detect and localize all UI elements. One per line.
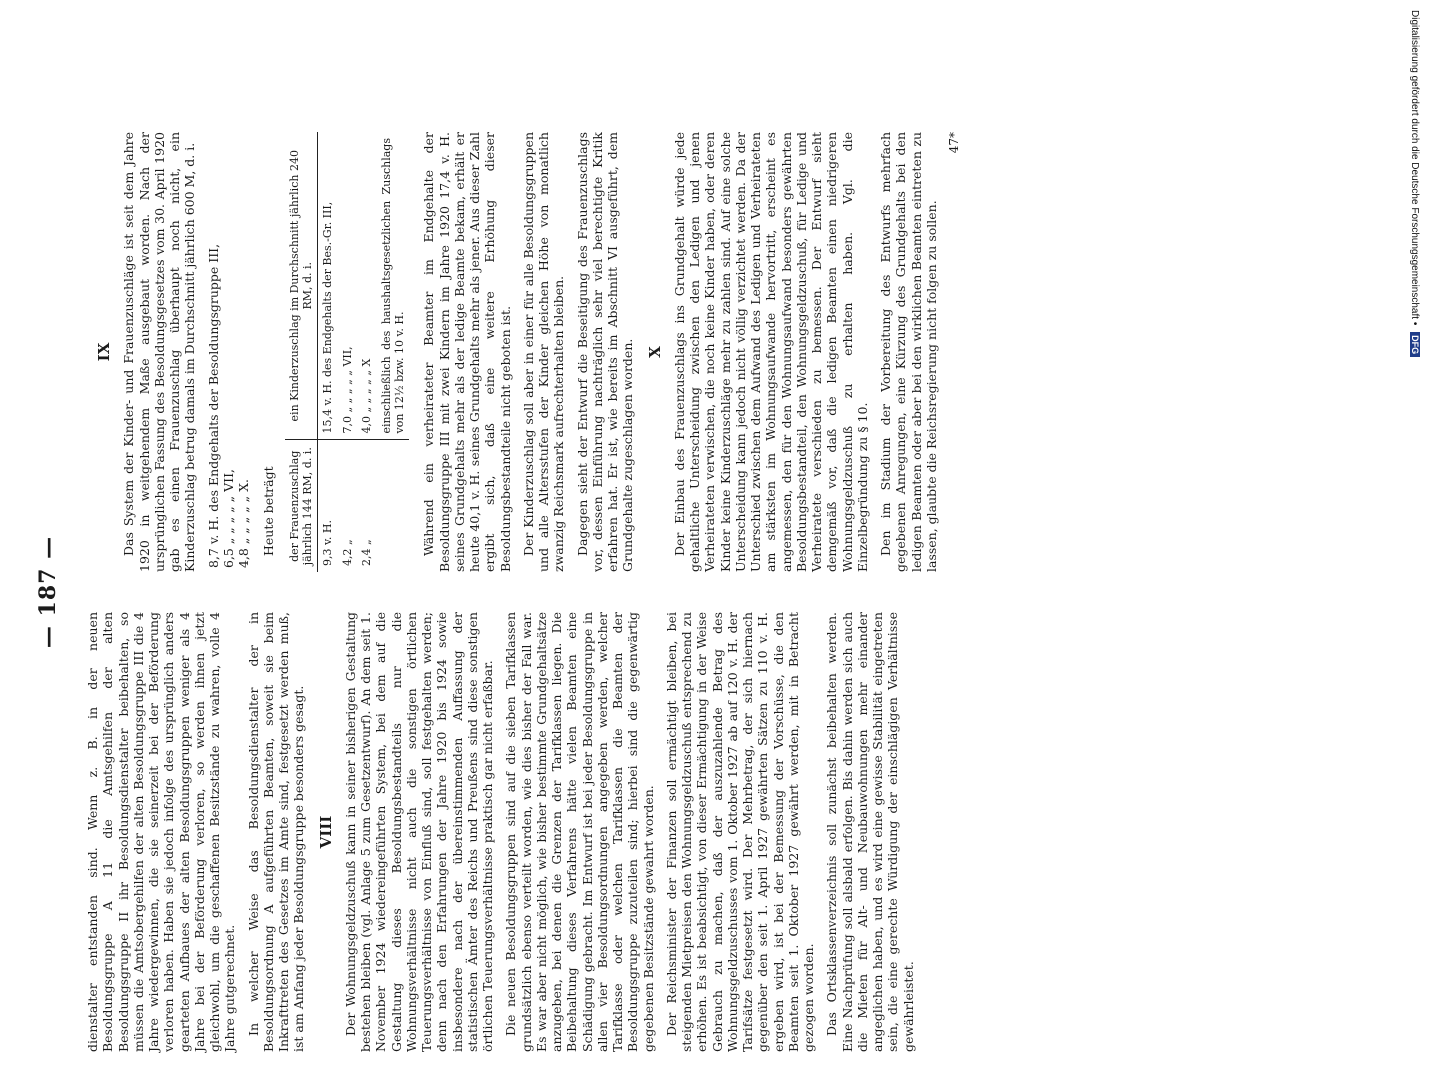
- table-cell: 9,3 v. H.: [318, 440, 338, 572]
- right-column: [85, 132, 962, 572]
- table-header-wife-allowance: der Frauenzuschlag jährlich 144 RM, d. i.: [285, 440, 318, 572]
- table-cell: 4,2 „: [338, 440, 357, 572]
- paragraph: Während ein verheirateter Beamter im Endgehalte der Besoldungsgruppe III mit zwei Kindern im Jahre 1920 17,4 v. H. seines Grundgehalts mehr als der ledige Beamte bekam, erhält er heute 40,1 v. H. seines Grundgehalts mehr als jener. Aus dieser Zahl ergibt sich, daß eine weitere Erhöhung dieser Besoldungsbestandteile nicht geboten ist.: [421, 132, 513, 572]
- table-cell: 15,4 v. H. des Endgehalts der Bes.-Gr. III,: [321, 201, 335, 434]
- paragraph: Den im Stadium der Vorbereitung des Entwurfs mehrfach gegebenen Anregungen, eine Kürzung des Grundgehalts bei den ledigen Beamten oder aber bei den wirklichen Beamten eintreten zu lassen, glaubte die Reichsregierung nicht folgen zu sollen.: [878, 132, 939, 572]
- table-row: [318, 132, 338, 572]
- signature-mark: 47*: [947, 132, 962, 154]
- dfg-logo: DFG: [1410, 332, 1420, 357]
- paragraph: Das Ortsklassenverzeichnis soll zunächst beibehalten werden. Eine Nachprüfung soll alsbald erfolgen. Bis dahin werden sich auch die Mieten für Alt- und Neubauwohnungen mehr einander angeglichen haben, und es wird eine gewisse Stabilität eingetreten sein, die eine gerechte Würdigung der einschlägigen Verhältnisse gewährleistet.: [824, 612, 916, 1052]
- list-item: 4,8 „ „ „ „ „ X.: [236, 479, 252, 568]
- left-column: [85, 612, 924, 1052]
- credit-text: Digitalisierung gefördert durch die Deutsche Forschungsgemeinschaft •: [1409, 10, 1420, 326]
- table-header-child-allowance: ein Kinderzuschlag im Durchschnitt jährlich 240 RM, d. i.: [285, 132, 318, 440]
- list-item: 8,7 v. H. des Endgehalts der Besoldungsgruppe III,: [205, 243, 221, 568]
- paragraph: Das System der Kinder- und Frauenzuschläge ist seit dem Jahre 1920 in weitgehendem Maße ausgebaut worden. Nach der ursprünglichen Fassung des Besoldungsgesetzes vom 30. April 1920 gab es einen Frauenzuschlag überhaupt noch nicht, ein Kinderzuschlag betrug damals im Durchschnitt jährlich 600 M, d. i.: [121, 132, 198, 572]
- paragraph: Der Kinderzuschlag soll aber in einer für alle Besoldungsgruppen und alle Altersstufen der Kinder gleichen Höhe von monatlich zwanzig Reichsmark aufrechterhalten bleiben.: [520, 132, 567, 572]
- digitization-credit: [1406, 10, 1420, 990]
- percentage-list: [206, 132, 252, 572]
- allowance-table: [285, 132, 410, 572]
- table-row: [377, 132, 410, 572]
- section-heading-x: X: [645, 346, 664, 358]
- paragraph: In welcher Weise das Besoldungsdienstalter der in Besoldungsordnung A aufgeführten Beamten, soweit sie beim Inkrafttreten des Gesetzes im Amte sind, festgesetzt werden muß, ist am Anfang jeder Besoldungsgruppe besonders gesagt.: [245, 612, 307, 1052]
- paragraph: Dagegen sieht der Entwurf die Beseitigung des Frauenzuschlags vor, dessen Einführung nachträglich sehr viel berechtigte Kritik erfahren hat. Er ist, wie bereits im Abschnitt VI ausgeführt, dem Grundgehalte zugeschlagen worden.: [574, 132, 636, 572]
- paragraph: Der Wohnungsgeldzuschuß kann in seiner bisherigen Gestaltung bestehen bleiben (vgl. Anlage 5 zum Gesetzentwurf). An dem seit 1. November 1924 wiedereingeführten System, bei dem auf die Gestaltung dieses Besoldungsbestandteils nur die Wohnungsverhältnisse nicht auch die sonstigen örtlichen Teuerungsverhältnisse von Einfluß sind, soll festgehalten werden; denn nach den Erfahrungen der Jahre 1920 bis 1924 sowie insbesondere nach der übereinstimmenden Auffassung der statistischen Ämter des Reichs und Preußens sind diese sonstigen örtlichen Teuerungsverhältnisse praktisch gar nicht erfaßbar.: [342, 612, 496, 1052]
- table-cell: 4,0 „ „ „ „ „ X: [360, 358, 374, 434]
- table-cell: einschließlich des haushaltsgesetzlichen Zuschlags von 12½ bzw. 10 v. H.: [379, 138, 406, 434]
- table-cell: 2,4 „: [357, 440, 376, 572]
- paragraph: Der Einbau des Frauenzuschlags ins Grundgehalt würde jede gehaltliche Unterscheidung zwischen den Ledigen und jenen Verheirateten verwischen, die noch keine Kinder haben, oder deren Kinder keine Kinderzuschläge mehr zu zahlen sind. Auf eine solche Unterscheidung kann jedoch nicht völlig verzichtet werden. Da der Unterschied zwischen dem Aufwand des Ledigen und Verheirateten am stärksten im Wohnungsaufwande hervortritt, erscheint es angemessen, den für den Wohnungsaufwand besonders gewährten Besoldungsbestandteil, den Wohnungsgeldzuschuß, für Ledige und Verheiratete verschieden zu bemessen. Der Entwurf sieht demgemäß vor, daß die ledigen Beamten einen niedrigeren Wohnungsgeldzuschuß zu erhalten haben. Vgl. die Einzelbegründung zu § 10.: [671, 132, 870, 572]
- document-page: [15, 112, 962, 1072]
- table-row: [357, 132, 376, 572]
- table-cell: [377, 440, 410, 572]
- section-heading-ix: IX: [95, 342, 113, 362]
- page-number: — 187 —: [35, 535, 61, 649]
- table-label: Heute beträgt: [261, 466, 277, 556]
- section-heading-viii: VIII: [316, 815, 335, 849]
- paragraph: Die neuen Besoldungsgruppen sind auf die sieben Tarifklassen grundsätzlich ebenso verteilt worden, wie dies bisher der Fall war. Es war aber nicht möglich, wie bisher bestimmte Grundgehaltsätze anzugeben, bei denen die Grenzen der Tarifklassen liegen. Die Beibehaltung dieses Verfahrens hätte vielen Beamten eine Schädigung gebracht. Im Entwurf ist bei jeder Besoldungsgruppe in allen vier Besoldungsordnungen angegeben werden, welcher Tarifklasse oder welchen Tarifklassen die Beamten der Besoldungsgruppe zuzuteilen sind; hierbei sind die gegenwärtig gegebenen Besitzstände gewahrt worden.: [503, 612, 656, 1052]
- table-row: [338, 132, 357, 572]
- paragraph: dienstalter entstanden sind. Wenn z. B. in der neuen Besoldungsgruppe A 11 die Amtsgehilfen der alten Besoldungsgruppe II ihr Besoldungsdienstalter beibehalten, so müssen die Amtsobergehilfen der alten Besoldungsgruppe III die 4 Jahre wiedergewinnen, die sie seinerzeit bei der Beförderung verloren haben. Haben sie jedoch infolge des ursprünglich anders gearteten Aufbaues der alten Besoldungsgruppen weniger als 4 Jahre bei der Beförderung verloren, so werden ihnen jetzt gleichwohl, um die geschaffenen Besitzstände zu wahren, volle 4 Jahre gutgerechnet.: [85, 612, 238, 1052]
- table-cell: 7,0 „ „ „ „ „ VII,: [340, 346, 354, 434]
- list-item: 6,5 „ „ „ „ „ VII,: [220, 469, 236, 568]
- paragraph: Der Reichsminister der Finanzen soll ermächtigt bleiben, bei steigenden Mietpreisen den Wohnungsgeldzuschuß entsprechend zu erhöhen. Es ist beabsichtigt, von dieser Ermächtigung in der Weise Gebrauch zu machen, daß der auszuzahlende Betrag des Wohnungsgeldzuschusses vom 1. Oktober 1927 ab auf 120 v. H. der Tarifsätze festgesetzt wird. Der Mehrbetrag, der sich hiernach gegenüber den seit 1. April 1927 gewährten Sätzen zu 110 v. H. ergeben wird, ist bei der Bemessung der Vorschüsse, die den Beamten seit 1. Oktober 1927 gewährt werden, mit in Betracht gezogen worden.: [663, 612, 817, 1052]
